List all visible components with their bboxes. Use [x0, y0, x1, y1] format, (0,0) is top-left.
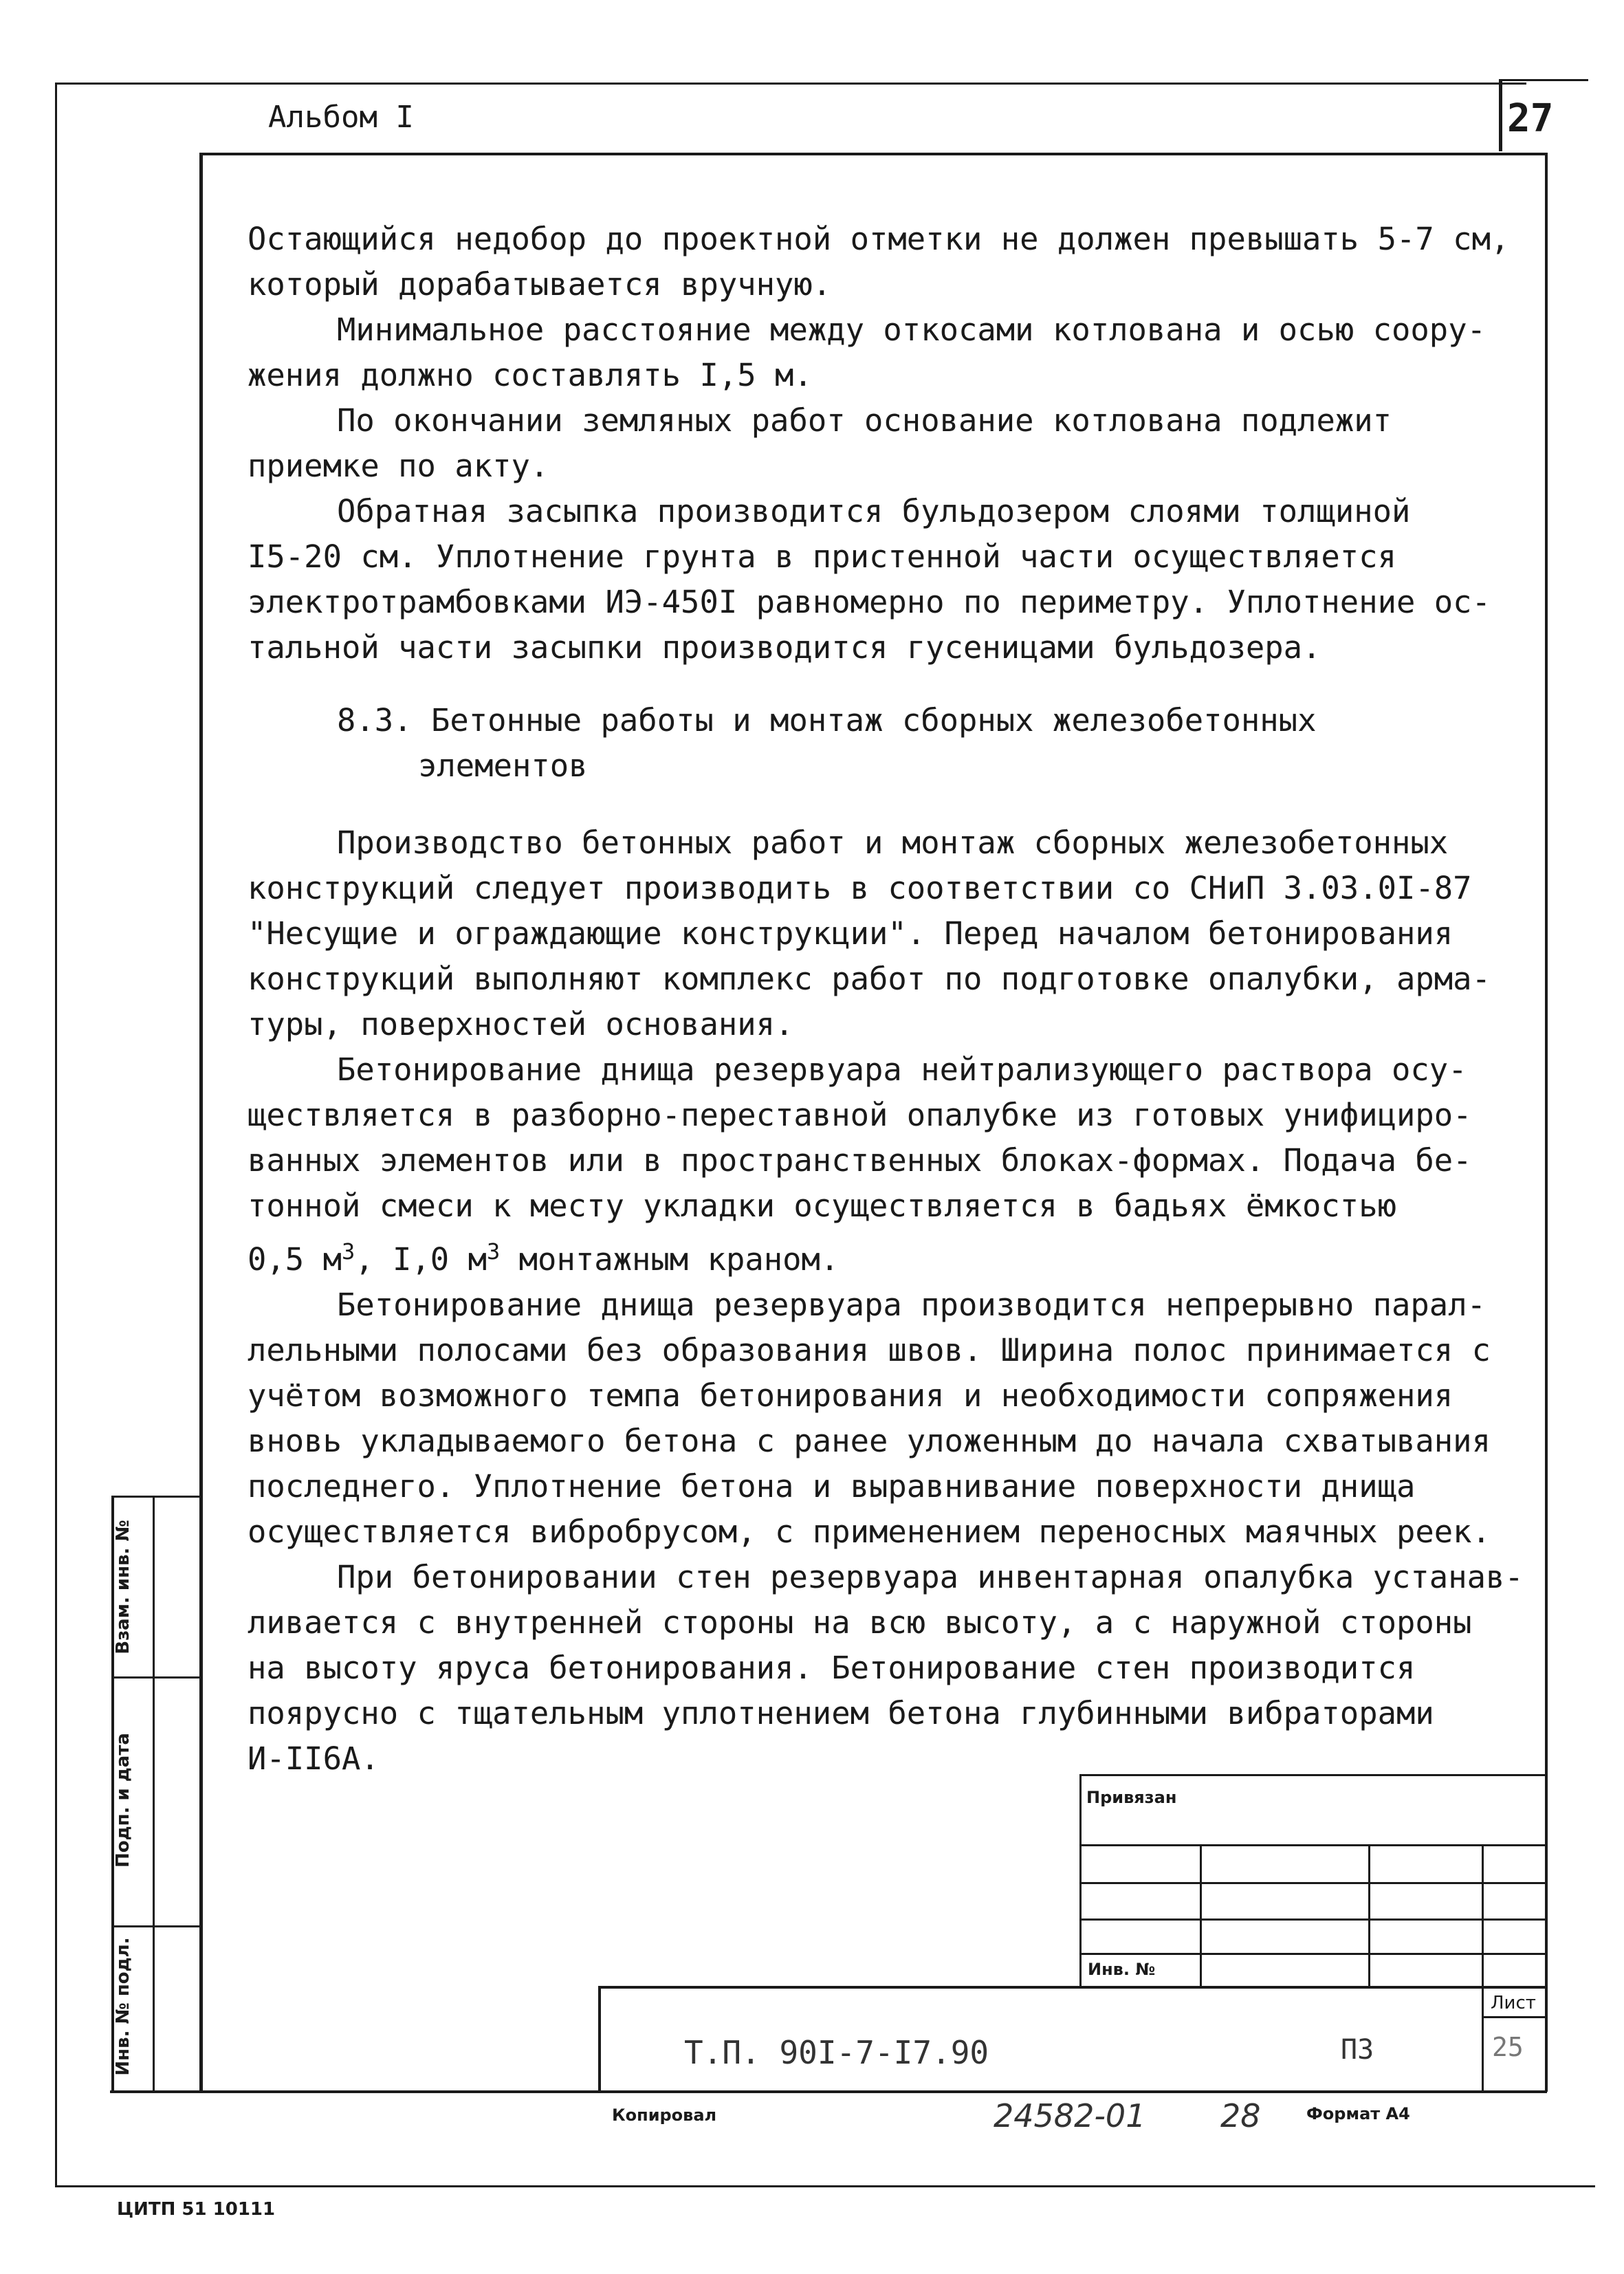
text-line: вновь укладываемого бетона с ранее уложенным до начала схватывания: [248, 1423, 1491, 1460]
text-line: лельными полосами без образования швов. Ширина полос принимается с: [248, 1332, 1491, 1369]
text-line: конструкций следует производить в соответствии со СНиП 3.03.0I-87: [248, 870, 1472, 906]
text-line: При бетонировании стен резервуара инвентарная опалубка устанав-: [337, 1559, 1524, 1596]
text-line: I5-20 см. Уплотнение грунта в пристенной части осуществляется: [248, 538, 1396, 575]
text-line: По окончании земляных работ основание котлована подлежит: [337, 402, 1392, 439]
section-heading: [248, 698, 1533, 743]
kopiroval-label: Копировал: [612, 2106, 717, 2125]
text-line: последнего. Уплотнение бетона и выравнивание поверхности днища: [248, 1468, 1416, 1505]
text-line: туры, поверхностей основания.: [248, 1006, 794, 1042]
stamp-col2: [1368, 1844, 1370, 1987]
vzam-inv-label: Взам. инв. №: [113, 1520, 133, 1654]
list-number: 25: [1492, 2032, 1524, 2062]
text-line: ванных элементов или в пространственных блоках-формах. Подача бе-: [248, 1142, 1472, 1179]
page-total: 28: [1220, 2097, 1261, 2134]
text-line: конструкций выполняют комплекс работ по подготовке опалубки, арма-: [248, 961, 1491, 997]
inner-frame-left: [199, 153, 203, 2092]
stamp-col3: [1482, 1844, 1484, 2090]
text-line: ществляется в разборно-переставной опалубке из готовых унифициро-: [248, 1097, 1472, 1133]
stamp-col1: [1200, 1844, 1202, 1987]
sheet-number-box-top: [1499, 79, 1588, 81]
text-line: приемке по акту.: [248, 448, 549, 484]
text-line: ливается с внутренней стороны на всю высоту, а с наружной стороны: [248, 1604, 1472, 1641]
text-line: осуществляется вибробрусом, с применением переносных маячных реек.: [248, 1513, 1491, 1551]
text-line: Обратная засыпка производится бульдозером слоями толщиной: [337, 493, 1411, 529]
side-stamp-top: [111, 1496, 201, 1498]
inner-frame-bottom: [110, 2090, 1547, 2093]
side-stamp-div1: [111, 1676, 201, 1679]
document-code: Т.П. 90I-7-I7.90: [684, 2034, 989, 2071]
format-label: Формат А4: [1306, 2104, 1410, 2123]
text-line: "Несущие и ограждающие конструкции". Перед началом бетонирования: [248, 915, 1453, 952]
text-line: Производство бетонных работ и монтаж сборных железобетонных: [337, 824, 1449, 861]
section-title-line1: Бетонные работы и монтаж сборных железобетонных: [430, 702, 1317, 739]
outer-frame-left: [55, 83, 57, 2187]
text-line: 0,5 $м^3$, I,0 $м^3$ монтажным краном.: [248, 1238, 840, 1278]
text-line: И-II6А.: [248, 1740, 380, 1778]
sheet-number-top: 27: [1507, 96, 1554, 141]
text-line: поярусно с тщательным уплотнением бетона глубинными вибраторами: [248, 1695, 1434, 1732]
privyazan-label: Привязан: [1086, 1788, 1177, 1807]
text-line: жения должно составлять I,5 м.: [248, 357, 813, 393]
text-line: тонной смеси к месту укладки осуществляется в бадьях ёмкостью: [248, 1188, 1396, 1224]
side-stamp-mid: [153, 1496, 155, 2090]
outer-frame-bottom: [55, 2185, 1595, 2187]
text-line: тальной части засыпки производится гусеницами бульдозера.: [248, 629, 1321, 666]
text-line: электротрамбовками ИЭ-450I равномерно по периметру. Уплотнение ос-: [248, 584, 1491, 620]
inv-podl-label: Инв. № подл.: [113, 1937, 133, 2076]
inv-no-label: Инв. №: [1088, 1960, 1156, 1979]
text-line: Минимальное расстояние между откосами котлована и осью соору-: [337, 311, 1486, 348]
text-line: Бетонирование днища резервуара производится непрерывно парал-: [337, 1287, 1486, 1324]
text-line: учётом возможного темпа бетонирования и необходимости сопряжения: [248, 1377, 1453, 1414]
title-block-top: [598, 1986, 1547, 1989]
text-line: на высоту яруса бетонирования. Бетонирование стен производится: [248, 1650, 1416, 1687]
copy-number: 24582-01: [994, 2097, 1146, 2134]
stamp-row1: [1079, 1844, 1547, 1846]
body-text: [248, 217, 1533, 1782]
section-title-line2: элементов: [418, 747, 588, 784]
list-box-divider: [1482, 2016, 1547, 2018]
list-label: Лист: [1491, 1993, 1536, 2013]
inner-frame-top: [199, 153, 1547, 155]
org-footer: ЦИТП 51 10111: [117, 2199, 276, 2220]
outer-frame-top: [55, 83, 1526, 85]
stamp-col0: [1079, 1774, 1082, 1987]
document-type: ПЗ: [1341, 2034, 1374, 2066]
text-line: Остающийся недобор до проектной отметки не должен превышать 5-7 см,: [248, 221, 1510, 257]
stamp-row2: [1079, 1882, 1547, 1884]
stamp-row3: [1079, 1918, 1547, 1921]
text-line: который дорабатывается вручную.: [248, 266, 832, 303]
title-block-left: [598, 1986, 601, 2092]
podp-data-label: Подп. и дата: [113, 1733, 133, 1868]
album-title: Альбом I: [268, 100, 414, 135]
stamp-row4: [1079, 1953, 1547, 1955]
inner-frame-right: [1545, 153, 1548, 2092]
sheet-number-box-left: [1499, 79, 1502, 151]
section-number: 8.3.: [337, 702, 413, 739]
stamp-top: [1079, 1774, 1547, 1776]
text-line: Бетонирование днища резервуара нейтрализующего раствора осу-: [337, 1051, 1467, 1088]
